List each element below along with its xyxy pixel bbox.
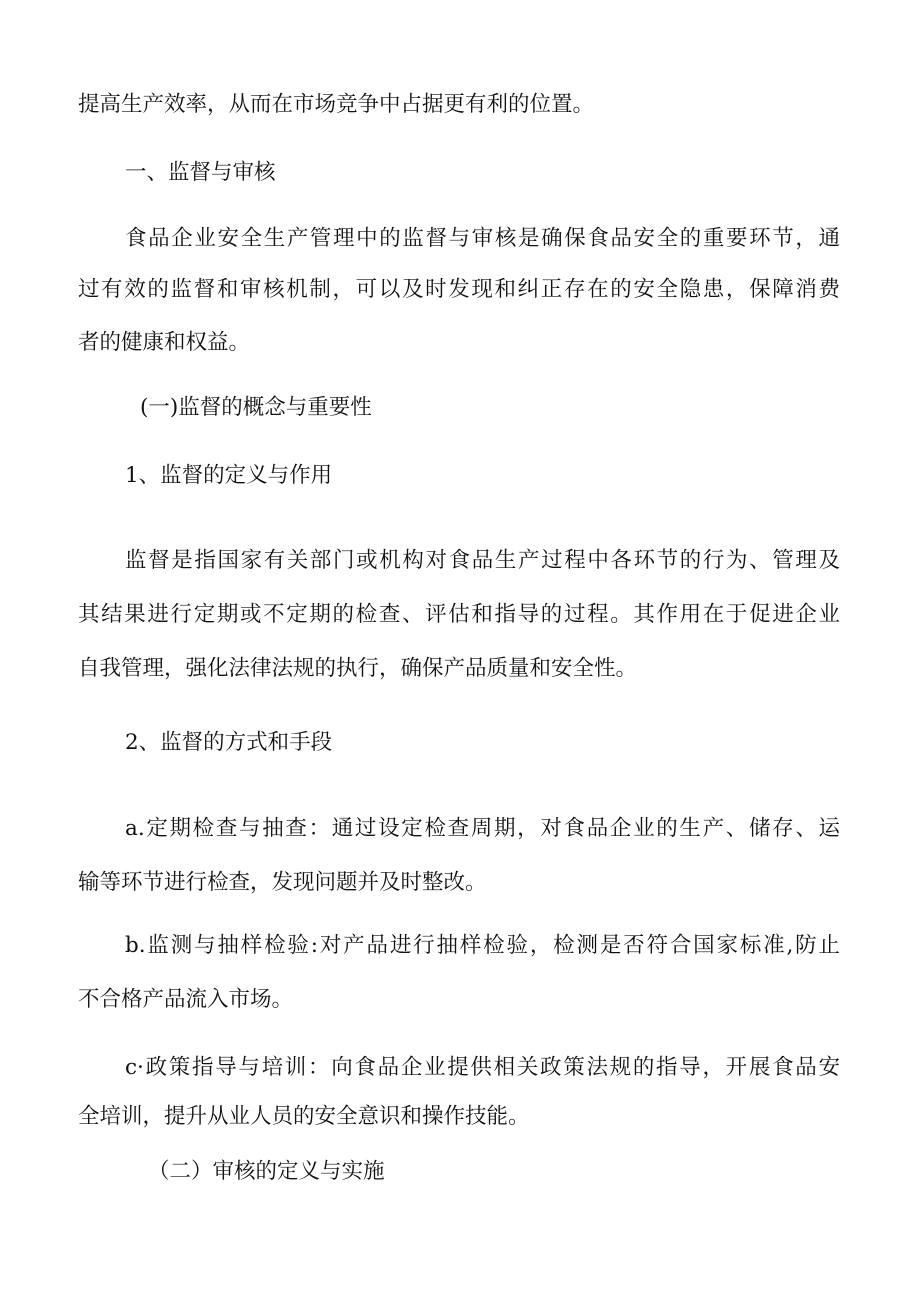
text-line: b.监测与抽样检验:对产品进行抽样检验，检测是否符合国家标准,防止 [125,933,840,958]
text-line: 输等环节进行检查，发现问题并及时整改。 [78,870,487,895]
paragraph-line [78,600,920,630]
text-line: 食品企业安全生产管理中的监督与审核是确保食品安全的重要环节，通 [125,226,840,251]
list-item-line [78,985,920,1015]
section-heading [125,158,920,188]
paragraph-continuation [78,90,920,120]
paragraph-line [125,546,920,576]
subsection-heading [140,393,920,423]
heading-text: （二）审核的定义与实施 [148,1159,385,1184]
list-item-line [125,814,920,844]
text-line: 全培训，提升从业人员的安全意识和操作技能。 [78,1104,530,1129]
paragraph-line [78,654,920,684]
text-line: 不合格产品流入市场。 [78,987,294,1012]
paragraph-line [125,224,920,254]
text-line: 其结果进行定期或不定期的检查、评估和指导的过程。其作用在于促进企业 [78,602,840,627]
text-line: 提高生产效率，从而在市场竞争中占据更有利的位置。 [78,92,595,117]
heading-text: 一、监督与审核 [125,160,276,185]
subsection-heading [148,1157,920,1187]
text-line: 者的健康和权益。 [78,330,251,355]
paragraph-line [78,275,920,305]
list-item-line [78,868,920,898]
list-item-line [125,931,920,961]
list-item-line [78,1102,920,1132]
numbered-heading [125,461,920,491]
heading-text: 1、监督的定义与作用 [125,463,333,488]
text-line: 监督是指国家有关部门或机构对食品生产过程中各环节的行为、管理及 [125,548,840,573]
text-line: c·政策指导与培训：向食品企业提供相关政策法规的指导，开展食品安 [125,1055,840,1080]
text-line: a.定期检查与抽查：通过设定检查周期，对食品企业的生产、储存、运 [125,816,840,841]
heading-text: (一)监督的概念与重要性 [140,395,372,420]
text-line: 自我管理，强化法律法规的执行，确保产品质量和安全性。 [78,656,638,681]
heading-text: 2、监督的方式和手段 [125,730,333,755]
paragraph-line [78,328,920,358]
numbered-heading [125,728,920,758]
text-line: 过有效的监督和审核机制，可以及时发现和纠正存在的安全隐患，保障消费 [78,277,840,302]
list-item-line [125,1053,920,1083]
